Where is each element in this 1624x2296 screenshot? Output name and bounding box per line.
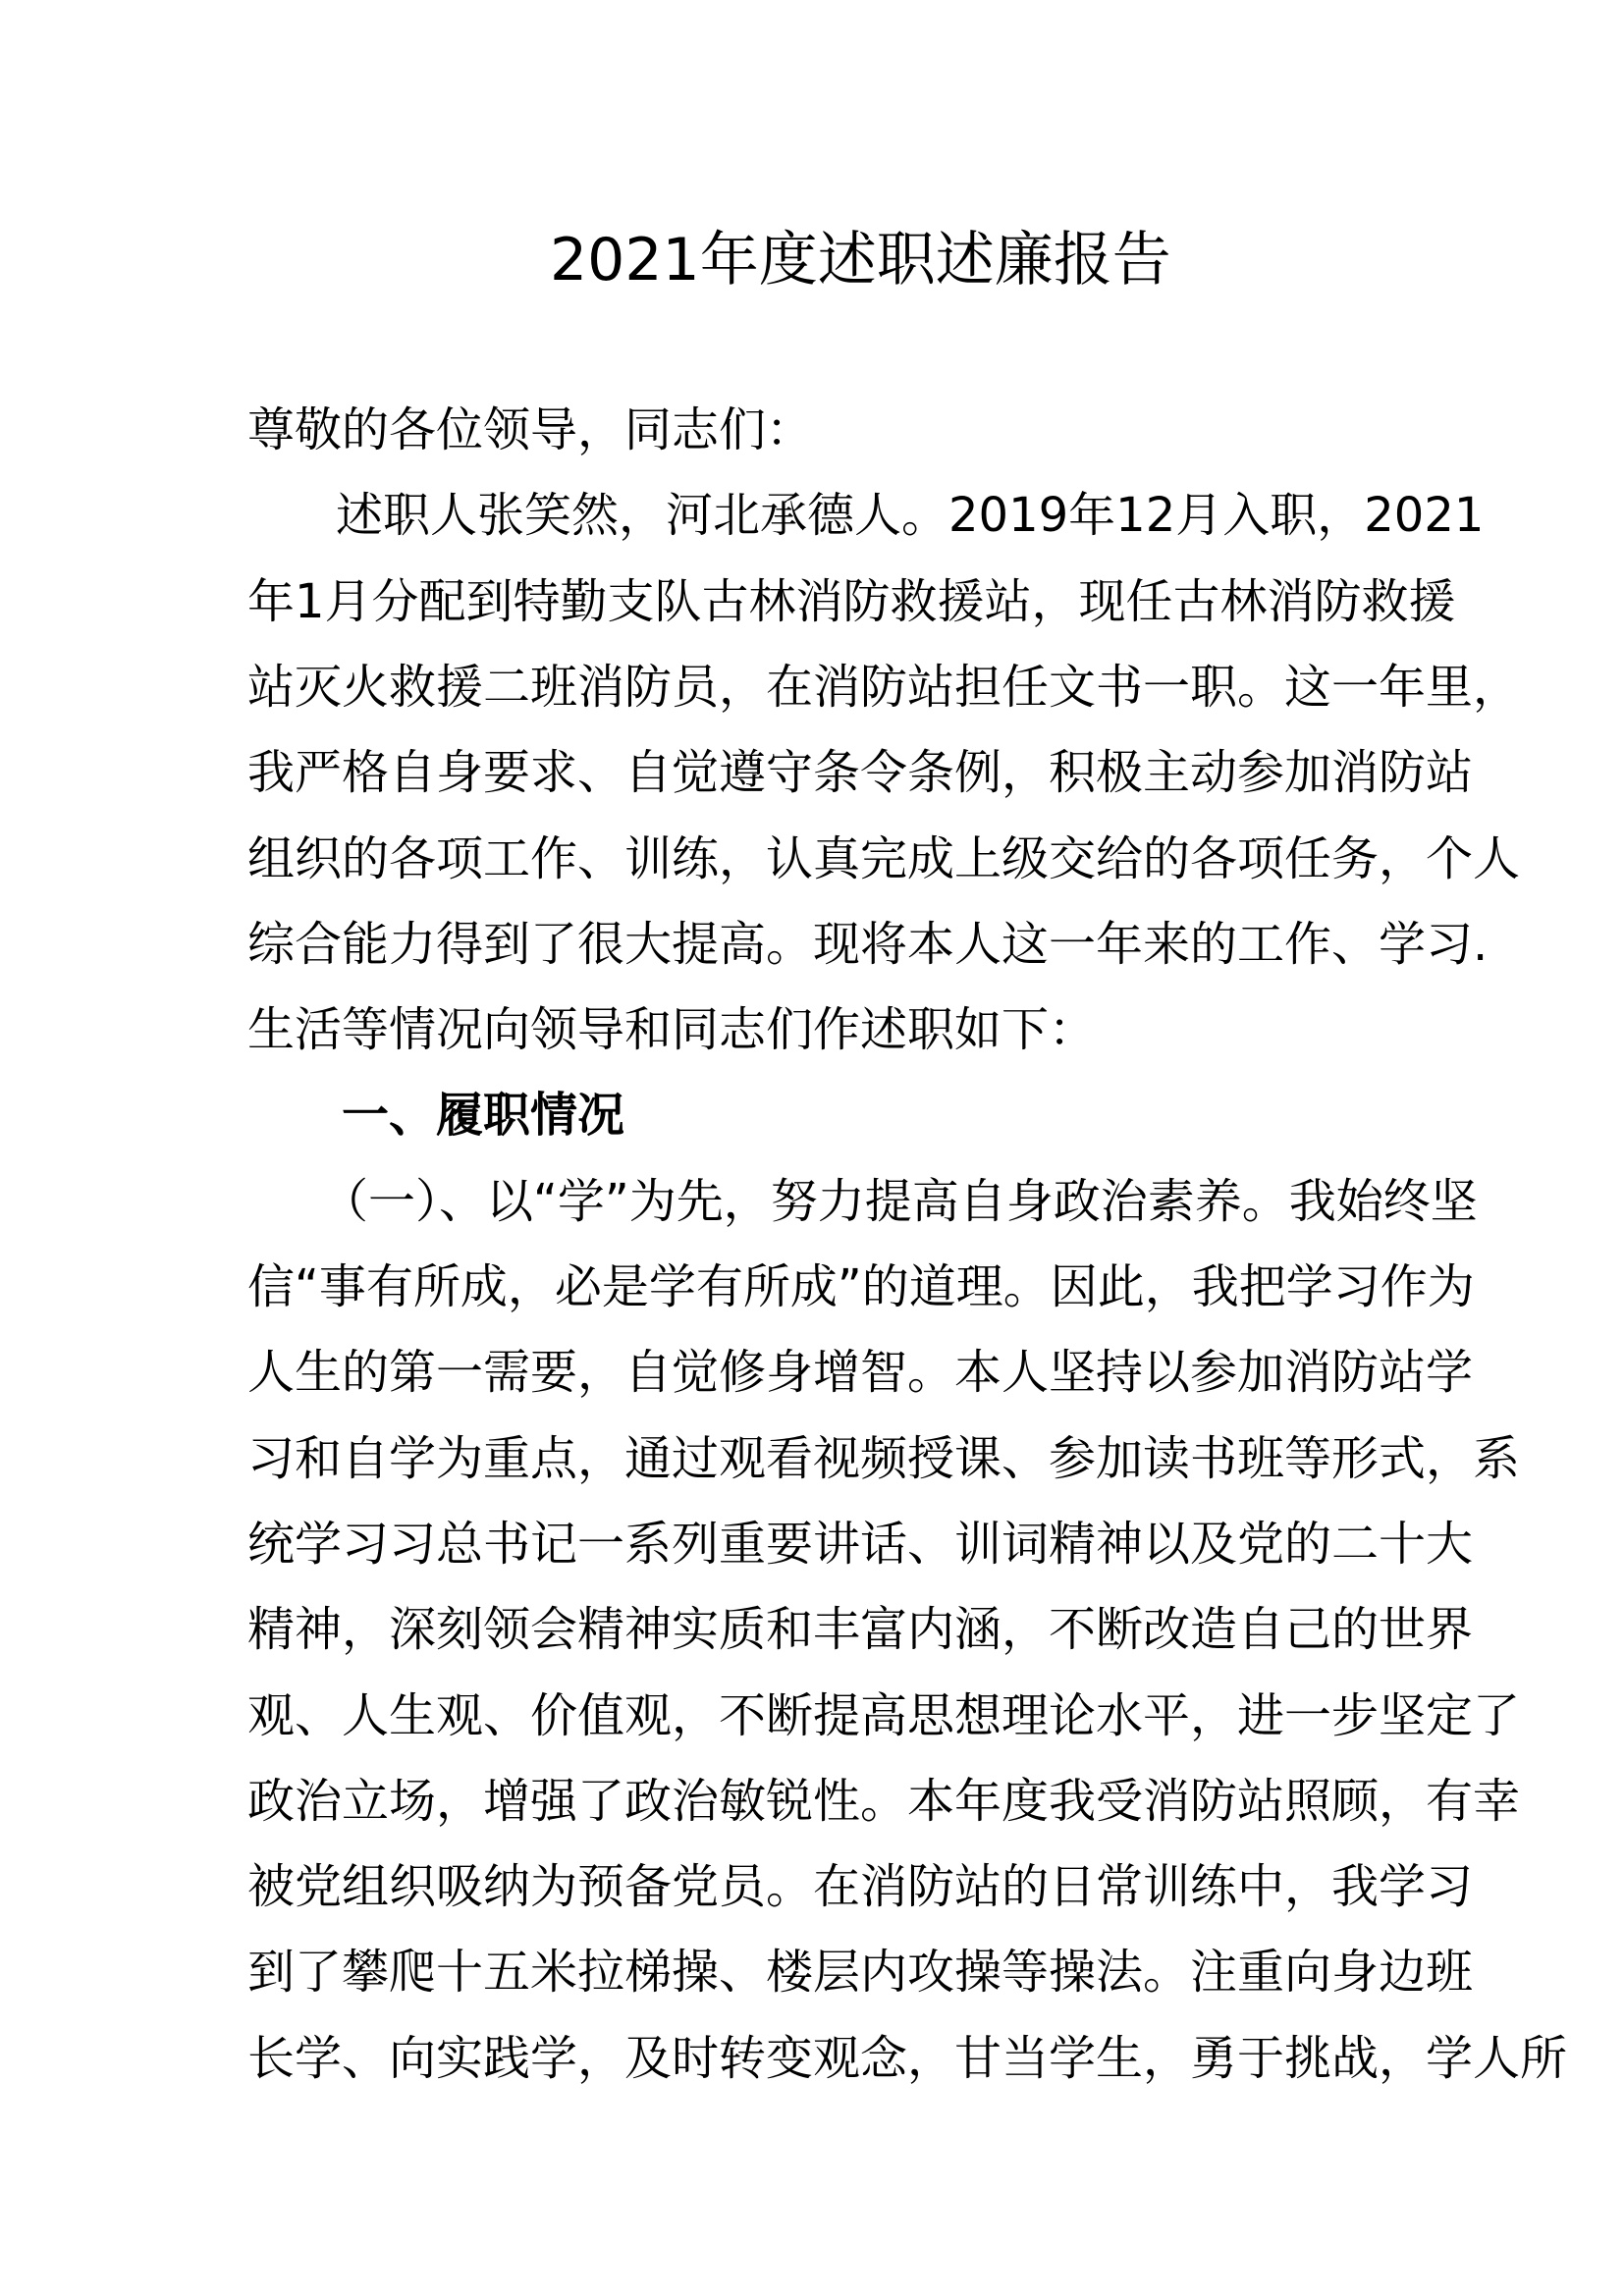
text-line: 组织的各项工作、训练，认真完成上级交给的各项任务，个人 (247, 830, 1521, 886)
section-heading: 一、履职情况 (342, 1088, 625, 1144)
text-line: 习和自学为重点，通过观看视频授课、参加读书班等形式，系 (247, 1430, 1521, 1486)
text-line: 我严格自身要求、自觉遵守条令条例，积极主动参加消防站 (247, 745, 1474, 801)
text-line: 人生的第一需要，自觉修身增智。本人坚持以参加消防站学 (247, 1345, 1474, 1401)
text-line: 被党组织吸纳为预备党员。在消防站的日常训练中，我学习 (247, 1859, 1474, 1915)
text-line: 观、人生观、价值观，不断提高思想理论水平，进一步坚定了 (247, 1687, 1521, 1743)
text-line: 综合能力得到了很大提高。现将本人这一年来的工作、学习. (247, 916, 1489, 972)
text-line: 长学、向实践学，及时转变观念，甘当学生，勇于挑战，学人所 (247, 2030, 1568, 2086)
text-line: 述职人张笑然，河北承德人。2019年12月入职，2021 (336, 488, 1485, 544)
text-line: 尊敬的各位领导，同志们： (247, 402, 814, 457)
document-title: 2021年度述职述廉报告 (550, 226, 1171, 294)
text-line: （一）、以“学”为先，努力提高自身政治素养。我始终坚 (321, 1173, 1478, 1229)
text-line: 到了攀爬十五米拉梯操、楼层内攻操等操法。注重向身边班 (247, 1945, 1474, 2001)
text-line: 年1月分配到特勤支队古林消防救援站，现任古林消防救援 (247, 573, 1456, 629)
text-line: 精神，深刻领会精神实质和丰富内涵，不断改造自己的世界 (247, 1602, 1474, 1658)
text-line: 统学习习总书记一系列重要讲话、训词精神以及党的二十大 (247, 1516, 1474, 1572)
text-line: 信“事有所成，必是学有所成”的道理。因此，我把学习作为 (247, 1259, 1475, 1314)
text-line: 生活等情况向领导和同志们作述职如下： (247, 1002, 1097, 1058)
text-line: 政治立场，增强了政治敏锐性。本年度我受消防站照顾，有幸 (247, 1773, 1521, 1829)
text-line: 站灭火救援二班消防员，在消防站担任文书一职。这一年里， (247, 659, 1521, 715)
